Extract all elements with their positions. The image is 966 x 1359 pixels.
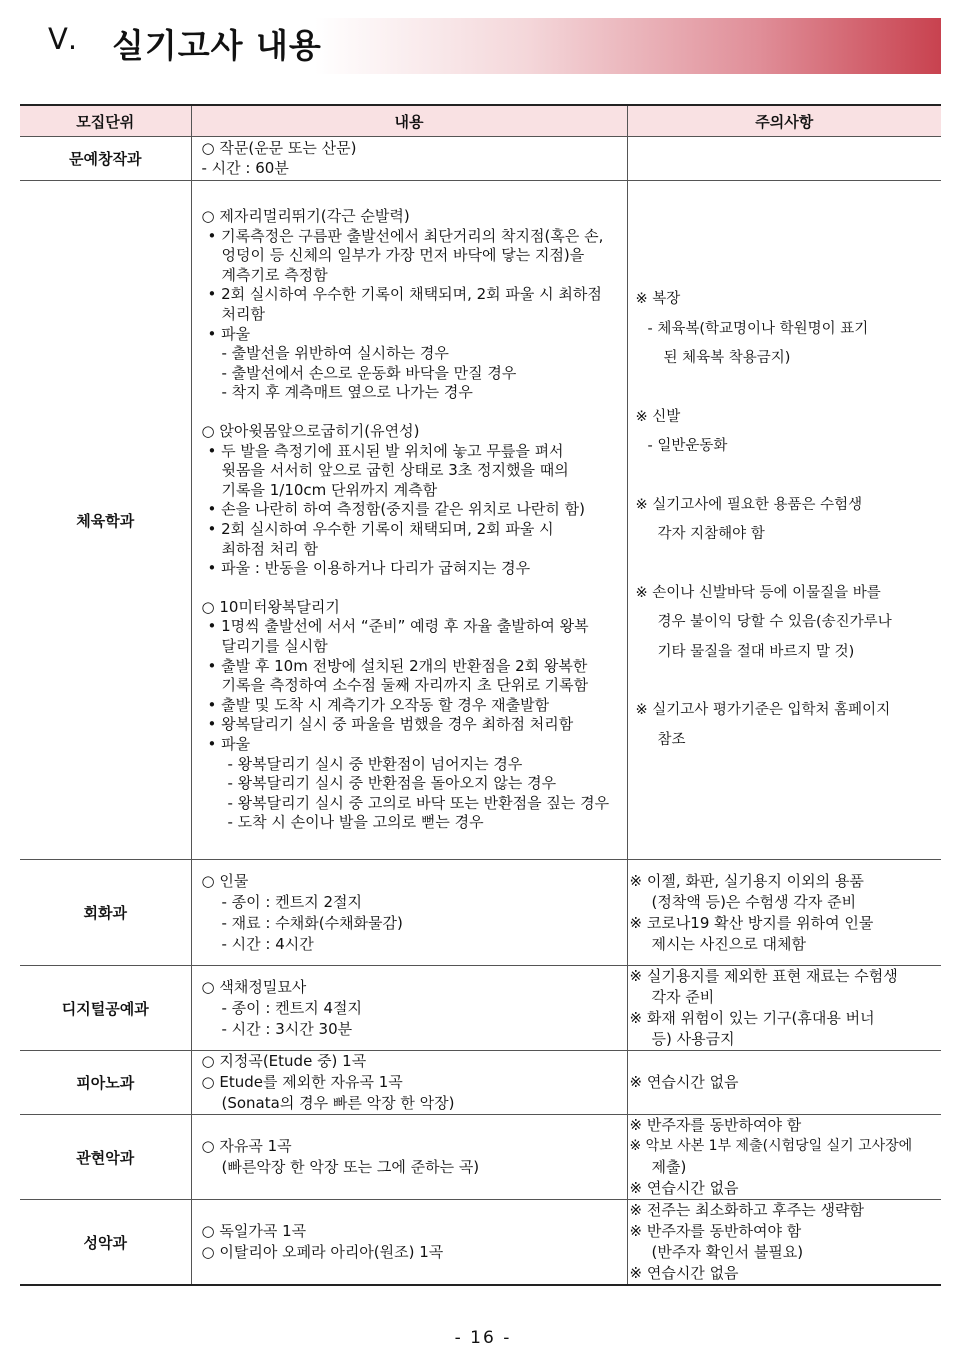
table-row bbox=[20, 1115, 941, 1200]
content-line: - 왕복달리기 실시 중 고의로 바닥 또는 반환점을 짚는 경우 bbox=[227, 793, 610, 812]
note-line: ※ 손이나 신발바닥 등에 이물질을 바를 bbox=[635, 584, 881, 601]
header-content: 내용 bbox=[191, 105, 627, 137]
note-line: ※ 반주자를 동반하여야 함 bbox=[629, 1116, 802, 1134]
note-line: ※ 연습시간 없음 bbox=[629, 1179, 739, 1197]
note-line: ※ 연습시간 없음 bbox=[629, 1073, 739, 1091]
notes-cell bbox=[627, 1051, 941, 1115]
content-line: ○ 지정곡(Etude 중) 1곡 bbox=[201, 1052, 367, 1070]
note-line: ※ 신발 bbox=[635, 408, 681, 425]
note-line: ※ 전주는 최소화하고 후주는 생략함 bbox=[629, 1201, 865, 1219]
exam-content-table bbox=[20, 104, 941, 1286]
content-line: (Sonata의 경우 빠른 악장 한 악장) bbox=[221, 1094, 455, 1112]
unit-cell: 문예창작과 bbox=[20, 137, 191, 181]
page-number: - 16 - bbox=[454, 1328, 512, 1348]
note-line: ※ 반주자를 동반하여야 함 bbox=[629, 1222, 802, 1240]
content-line: 처리함 bbox=[221, 305, 265, 324]
content-line: • 파울 : 반동을 이용하거나 다리가 굽혀지는 경우 bbox=[207, 559, 531, 578]
content-line: - 시간 : 3시간 30분 bbox=[221, 1019, 353, 1038]
note-line: 각자 준비 bbox=[651, 988, 715, 1006]
content-line: - 출발선을 위반하여 실시하는 경우 bbox=[221, 344, 449, 363]
content-line: ○ 앉아윗몸앞으로굽히기(유연성) bbox=[201, 422, 420, 441]
table-row bbox=[20, 1200, 941, 1286]
content-line: • 기록측정은 구름판 출발선에서 최단거리의 착지점(혹은 손, bbox=[207, 226, 604, 245]
page-title: 실기고사 내용 bbox=[112, 26, 322, 65]
content-line: ○ 자유곡 1곡 bbox=[201, 1137, 292, 1155]
content-line: • 2회 실시하여 우수한 기록이 채택되며, 2회 파울 시 최하점 bbox=[207, 285, 602, 304]
note-line: 각자 지참해야 함 bbox=[657, 526, 765, 542]
content-line: - 왕복달리기 실시 중 반환점이 넘어지는 경우 bbox=[227, 754, 523, 773]
unit-cell: 체육학과 bbox=[20, 181, 191, 860]
notes-cell bbox=[627, 860, 941, 966]
content-cell bbox=[191, 1115, 627, 1200]
content-cell bbox=[191, 137, 627, 181]
content-line: ○ 이탈리아 오페라 아리아(원조) 1곡 bbox=[201, 1243, 444, 1261]
notes-cell bbox=[627, 966, 941, 1051]
unit-cell: 회화과 bbox=[20, 860, 191, 966]
note-line: ※ 악보 사본 1부 제출(시험당일 실기 고사장에 bbox=[629, 1138, 913, 1154]
content-line: 최하점 처리 함 bbox=[221, 539, 318, 558]
notes-cell bbox=[627, 1115, 941, 1200]
note-line: 등) 사용금지 bbox=[651, 1030, 735, 1048]
content-line: 달리기를 실시함 bbox=[221, 636, 328, 655]
note-line: 참조 bbox=[657, 731, 686, 748]
note-line: 경우 불이익 당할 수 있음(송진가루나 bbox=[657, 614, 892, 630]
content-line: - 종이 : 켄트지 2절지 bbox=[221, 892, 363, 911]
content-line: • 왕복달리기 실시 중 파울을 범했을 경우 최하점 처리함 bbox=[207, 715, 574, 734]
content-line: ○ 제자리멀리뛰기(각근 순발력) bbox=[201, 207, 410, 226]
note-line: ※ 이젤, 화판, 실기용지 이외의 용품 bbox=[629, 871, 864, 890]
unit-cell: 피아노과 bbox=[20, 1051, 191, 1115]
note-line: 제시는 사진으로 대체함 bbox=[651, 934, 806, 953]
content-line: ○ 작문(운문 또는 산문) bbox=[201, 138, 357, 157]
content-line: (빠른악장 한 악장 또는 그에 준하는 곡) bbox=[221, 1158, 480, 1176]
content-cell bbox=[191, 1200, 627, 1286]
content-line: ○ 독일가곡 1곡 bbox=[201, 1222, 307, 1240]
unit-cell: 성악과 bbox=[20, 1200, 191, 1286]
header-notes: 주의사항 bbox=[627, 105, 941, 137]
note-line: ※ 실기용지를 제외한 표현 재료는 수험생 bbox=[629, 967, 898, 985]
note-line: ※ 복장 bbox=[635, 291, 681, 307]
header-unit: 모집단위 bbox=[20, 105, 191, 137]
content-line: - 시간 : 4시간 bbox=[221, 934, 314, 953]
content-line: • 파울 bbox=[207, 734, 251, 753]
table-row bbox=[20, 181, 941, 860]
content-line: - 종이 : 켄트지 4절지 bbox=[221, 998, 363, 1017]
content-line: 엉덩이 등 신체의 일부가 가장 먼저 바닥에 닿는 지점)을 bbox=[221, 246, 585, 265]
unit-cell: 디지털공예과 bbox=[20, 966, 191, 1051]
content-line: • 출발 및 도착 시 계측기가 오작동 할 경우 재출발함 bbox=[207, 695, 550, 714]
content-line: • 1명씩 출발선에 서서 “준비” 예령 후 자율 출발하여 왕복 bbox=[207, 617, 589, 636]
content-cell bbox=[191, 860, 627, 966]
note-line: 기타 물질을 절대 바르지 말 것) bbox=[657, 643, 855, 660]
note-line: (정착액 등)은 수험생 각자 준비 bbox=[651, 892, 857, 911]
content-line: 기록을 1/10cm 단위까지 계측함 bbox=[221, 480, 438, 499]
content-cell bbox=[191, 1051, 627, 1115]
note-line: ※ 연습시간 없음 bbox=[629, 1264, 739, 1282]
content-line: - 재료 : 수채화(수채화물감) bbox=[221, 913, 403, 932]
content-line: ○ Etude를 제외한 자유곡 1곡 bbox=[201, 1073, 403, 1091]
note-line: ※ 실기고사에 필요한 용품은 수험생 bbox=[635, 496, 863, 513]
content-line: 윗몸을 서서히 앞으로 굽힌 상태로 3초 정지했을 때의 bbox=[221, 461, 569, 480]
note-line: 된 체육복 착용금지) bbox=[663, 350, 791, 366]
content-line: - 출발선에서 손으로 운동화 바닥을 만질 경우 bbox=[221, 363, 517, 382]
content-line: ○ 색채정밀묘사 bbox=[201, 977, 307, 996]
content-line: • 손을 나란히 하여 측정함(중지를 같은 위치로 나란히 함) bbox=[207, 500, 585, 519]
note-line: ※ 화재 위험이 있는 기구(휴대용 버너 bbox=[629, 1009, 875, 1027]
content-line: - 도착 시 손이나 발을 고의로 뻗는 경우 bbox=[227, 813, 484, 832]
notes-cell bbox=[627, 137, 941, 181]
note-line: 제출) bbox=[651, 1158, 687, 1176]
content-line: • 출발 후 10m 전방에 설치된 2개의 반환점을 2회 왕복한 bbox=[207, 656, 588, 675]
table-row bbox=[20, 1051, 941, 1115]
content-cell bbox=[191, 966, 627, 1051]
content-line: ○ 10미터왕복달리기 bbox=[201, 597, 340, 616]
table-row bbox=[20, 860, 941, 966]
table-header-row bbox=[20, 105, 941, 137]
content-line: • 두 발을 측정기에 표시된 발 위치에 놓고 무릎을 펴서 bbox=[207, 441, 564, 460]
note-line: ※ 실기고사 평가기준은 입학처 홈페이지 bbox=[635, 702, 891, 718]
table-row bbox=[20, 137, 941, 181]
notes-cell bbox=[627, 181, 941, 860]
content-line: • 파울 bbox=[207, 324, 251, 343]
note-line: - 일반운동화 bbox=[647, 438, 728, 454]
note-line: ※ 코로나19 확산 방지를 위하여 인물 bbox=[629, 913, 874, 932]
content-line: • 2회 실시하여 우수한 기록이 채택되며, 2회 파울 시 bbox=[207, 520, 554, 538]
content-line: 계측기로 측정함 bbox=[221, 265, 328, 284]
content-line: ○ 인물 bbox=[201, 871, 249, 890]
section-number: Ⅴ. bbox=[48, 22, 78, 56]
unit-cell: 관현악과 bbox=[20, 1115, 191, 1200]
content-line: - 시간 : 60분 bbox=[201, 158, 289, 177]
content-line: - 왕복달리기 실시 중 반환점을 돌아오지 않는 경우 bbox=[227, 774, 557, 793]
content-line: 기록을 측정하여 소수점 둘째 자리까지 초 단위로 기록함 bbox=[221, 676, 589, 695]
content-line: - 착지 후 계측매트 옆으로 나가는 경우 bbox=[221, 383, 473, 402]
note-line: - 체육복(학교명이나 학원명이 표기 bbox=[647, 320, 869, 337]
content-cell bbox=[191, 181, 627, 860]
table-row bbox=[20, 966, 941, 1051]
note-line: (반주자 확인서 불필요) bbox=[651, 1243, 804, 1261]
notes-cell bbox=[627, 1200, 941, 1286]
